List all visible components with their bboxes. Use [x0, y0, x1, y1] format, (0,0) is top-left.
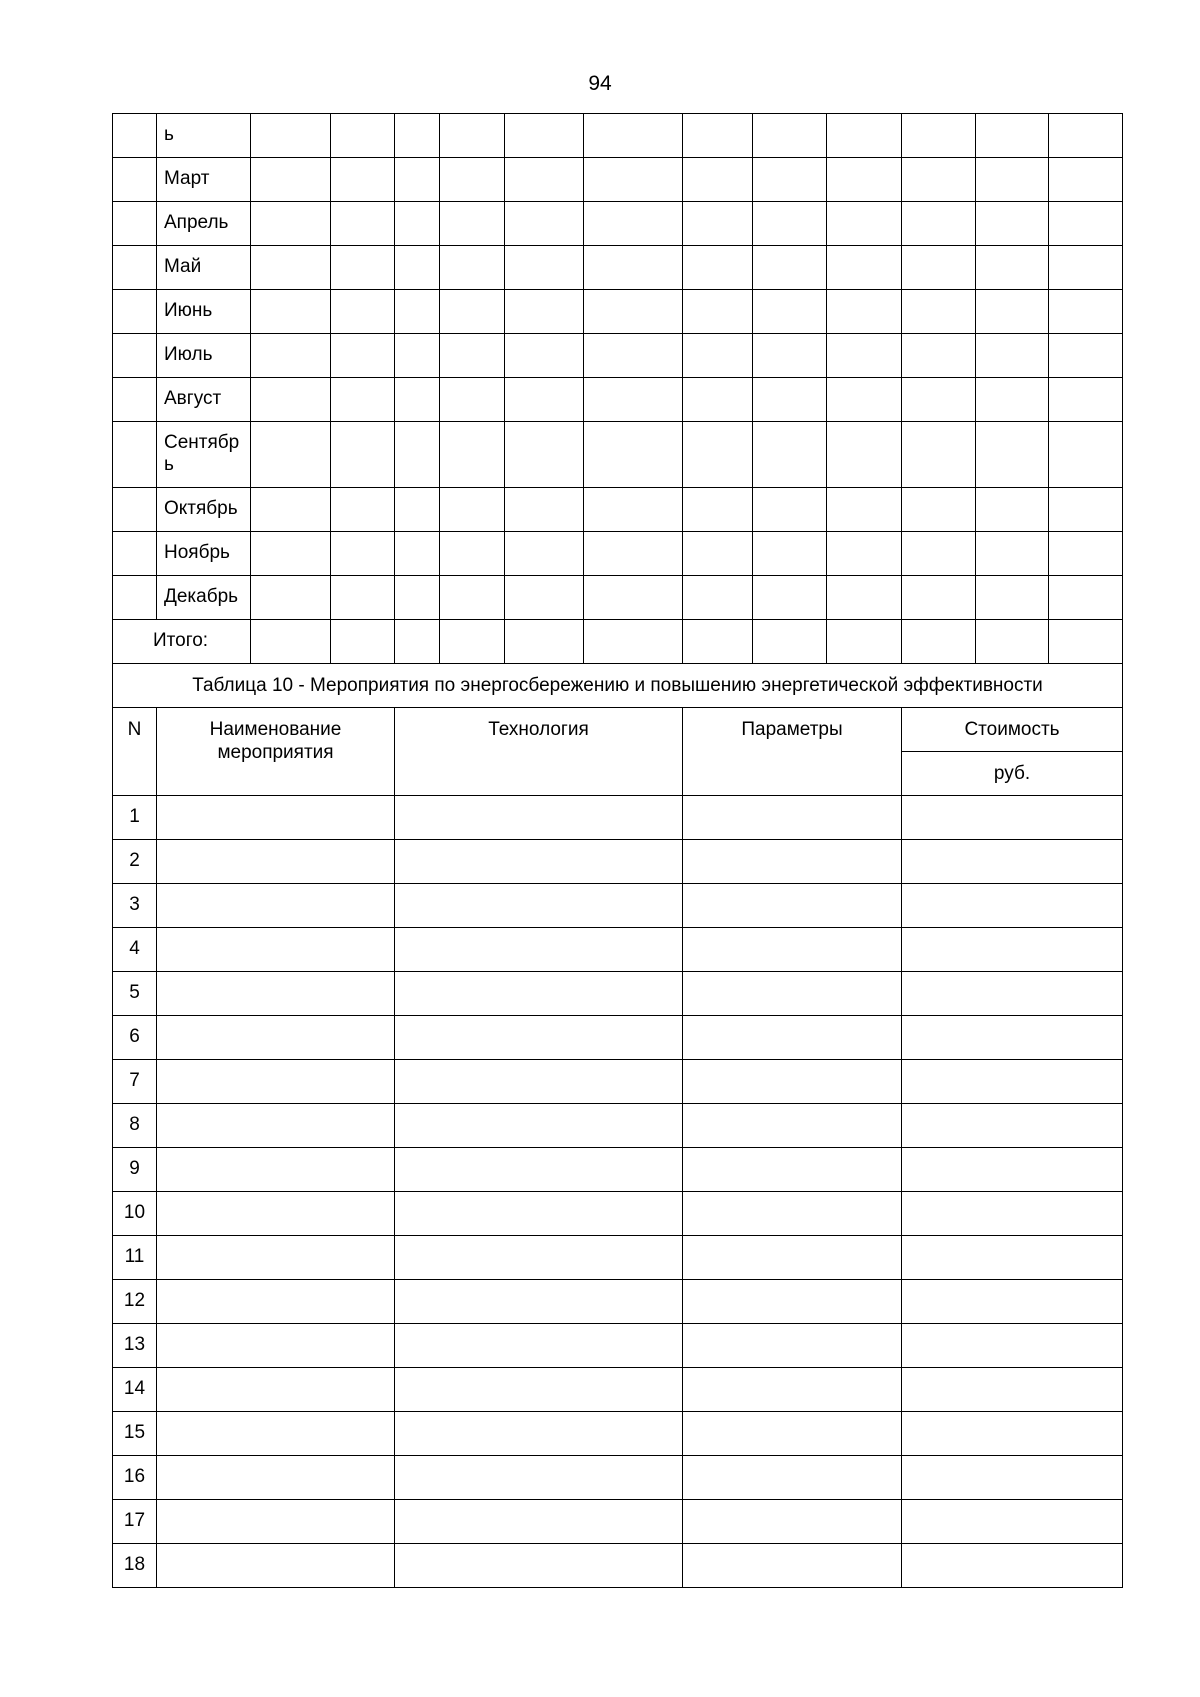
empty-cell [440, 576, 505, 620]
empty-cell [902, 840, 1123, 884]
empty-cell [395, 796, 683, 840]
empty-cell [584, 620, 683, 664]
empty-cell [753, 334, 827, 378]
table10-body [113, 796, 1123, 1588]
empty-cell [505, 620, 584, 664]
empty-cell [331, 620, 395, 664]
empty-cell [753, 422, 827, 488]
empty-cell [683, 1280, 902, 1324]
month-row [113, 114, 1123, 158]
empty-cell [395, 114, 440, 158]
empty-cell [331, 114, 395, 158]
empty-cell [683, 928, 902, 972]
month-label: Март [157, 158, 251, 202]
row-number: 14 [113, 1368, 157, 1412]
month-row [113, 202, 1123, 246]
empty-cell [976, 532, 1049, 576]
empty-cell [505, 532, 584, 576]
table-row [113, 1368, 1123, 1412]
empty-cell [976, 378, 1049, 422]
row-number: 1 [113, 796, 157, 840]
row-blank-cell [113, 290, 157, 334]
empty-cell [157, 1324, 395, 1368]
empty-cell [683, 202, 753, 246]
empty-cell [683, 532, 753, 576]
row-number: 12 [113, 1280, 157, 1324]
row-number: 13 [113, 1324, 157, 1368]
empty-cell [976, 202, 1049, 246]
empty-cell [251, 158, 331, 202]
empty-cell [440, 114, 505, 158]
table-row [113, 1104, 1123, 1148]
table10-header [113, 664, 1123, 796]
empty-cell [505, 114, 584, 158]
empty-cell [331, 576, 395, 620]
empty-cell [157, 928, 395, 972]
empty-cell [1049, 290, 1123, 334]
empty-cell [440, 620, 505, 664]
empty-cell [902, 1192, 1123, 1236]
empty-cell [395, 884, 683, 928]
row-number: 10 [113, 1192, 157, 1236]
empty-cell [584, 576, 683, 620]
empty-cell [827, 334, 902, 378]
empty-cell [683, 1236, 902, 1280]
empty-cell [331, 158, 395, 202]
row-blank-cell [113, 246, 157, 290]
empty-cell [395, 1016, 683, 1060]
empty-cell [1049, 114, 1123, 158]
empty-cell [1049, 532, 1123, 576]
month-row [113, 378, 1123, 422]
empty-cell [395, 202, 440, 246]
header-technology: Технология [395, 708, 683, 796]
header-cost: Стоимость [902, 708, 1123, 752]
row-number: 9 [113, 1148, 157, 1192]
empty-cell [584, 290, 683, 334]
empty-cell [902, 620, 976, 664]
empty-cell [440, 532, 505, 576]
row-number: 18 [113, 1544, 157, 1588]
row-blank-cell [113, 532, 157, 576]
table-row [113, 1412, 1123, 1456]
empty-cell [157, 1236, 395, 1280]
empty-cell [395, 1148, 683, 1192]
empty-cell [584, 114, 683, 158]
tables [112, 113, 1123, 1588]
empty-cell [440, 202, 505, 246]
month-label: Декабрь [157, 576, 251, 620]
empty-cell [902, 576, 976, 620]
empty-cell [395, 246, 440, 290]
empty-cell [395, 928, 683, 972]
empty-cell [157, 1456, 395, 1500]
empty-cell [440, 422, 505, 488]
row-blank-cell [113, 202, 157, 246]
empty-cell [976, 576, 1049, 620]
empty-cell [157, 1060, 395, 1104]
empty-cell [902, 1544, 1123, 1588]
empty-cell [827, 202, 902, 246]
month-row [113, 158, 1123, 202]
empty-cell [395, 1324, 683, 1368]
empty-cell [827, 290, 902, 334]
empty-cell [395, 532, 440, 576]
empty-cell [683, 1192, 902, 1236]
empty-cell [251, 334, 331, 378]
empty-cell [505, 290, 584, 334]
empty-cell [251, 246, 331, 290]
empty-cell [753, 576, 827, 620]
empty-cell [902, 972, 1123, 1016]
empty-cell [902, 158, 976, 202]
row-number: 17 [113, 1500, 157, 1544]
empty-cell [395, 488, 440, 532]
empty-cell [440, 488, 505, 532]
row-blank-cell [113, 378, 157, 422]
empty-cell [440, 378, 505, 422]
row-number: 11 [113, 1236, 157, 1280]
empty-cell [157, 972, 395, 1016]
empty-cell [395, 1280, 683, 1324]
empty-cell [683, 290, 753, 334]
empty-cell [440, 158, 505, 202]
month-row [113, 488, 1123, 532]
empty-cell [902, 1280, 1123, 1324]
row-number: 2 [113, 840, 157, 884]
empty-cell [683, 1104, 902, 1148]
row-number: 5 [113, 972, 157, 1016]
empty-cell [584, 532, 683, 576]
empty-cell [505, 246, 584, 290]
empty-cell [683, 378, 753, 422]
empty-cell [683, 796, 902, 840]
empty-cell [683, 1456, 902, 1500]
empty-cell [902, 1500, 1123, 1544]
empty-cell [395, 576, 440, 620]
row-number: 7 [113, 1060, 157, 1104]
empty-cell [976, 246, 1049, 290]
empty-cell [505, 378, 584, 422]
empty-cell [902, 378, 976, 422]
month-label: Май [157, 246, 251, 290]
empty-cell [395, 840, 683, 884]
empty-cell [251, 378, 331, 422]
empty-cell [683, 1368, 902, 1412]
empty-cell [683, 1016, 902, 1060]
empty-cell [753, 246, 827, 290]
empty-cell [395, 620, 440, 664]
empty-cell [395, 1456, 683, 1500]
header-cost-unit: руб. [902, 752, 1123, 796]
empty-cell [902, 1456, 1123, 1500]
table-row [113, 1280, 1123, 1324]
empty-cell [976, 114, 1049, 158]
empty-cell [902, 290, 976, 334]
empty-cell [683, 422, 753, 488]
empty-cell [902, 334, 976, 378]
empty-cell [827, 114, 902, 158]
empty-cell [683, 246, 753, 290]
month-row [113, 290, 1123, 334]
empty-cell [902, 1236, 1123, 1280]
month-label: Апрель [157, 202, 251, 246]
empty-cell [827, 158, 902, 202]
empty-cell [683, 1060, 902, 1104]
empty-cell [1049, 422, 1123, 488]
empty-cell [902, 1148, 1123, 1192]
monthly-table-body [113, 114, 1123, 664]
row-blank-cell [113, 488, 157, 532]
empty-cell [902, 422, 976, 488]
empty-cell [584, 158, 683, 202]
empty-cell [683, 158, 753, 202]
table-row [113, 1324, 1123, 1368]
empty-cell [584, 422, 683, 488]
empty-cell [395, 1060, 683, 1104]
empty-cell [584, 488, 683, 532]
empty-cell [683, 1148, 902, 1192]
empty-cell [683, 1500, 902, 1544]
month-row [113, 246, 1123, 290]
month-row [113, 422, 1123, 488]
total-label: Итого: [113, 620, 251, 664]
empty-cell [395, 1544, 683, 1588]
empty-cell [1049, 334, 1123, 378]
empty-cell [157, 1412, 395, 1456]
empty-cell [157, 840, 395, 884]
header-parameters: Параметры [683, 708, 902, 796]
empty-cell [827, 576, 902, 620]
empty-cell [683, 334, 753, 378]
empty-cell [251, 620, 331, 664]
table-row [113, 928, 1123, 972]
empty-cell [395, 1412, 683, 1456]
row-number: 8 [113, 1104, 157, 1148]
empty-cell [505, 202, 584, 246]
empty-cell [331, 290, 395, 334]
month-row [113, 532, 1123, 576]
empty-cell [331, 532, 395, 576]
empty-cell [902, 1104, 1123, 1148]
table-row [113, 1544, 1123, 1588]
empty-cell [331, 488, 395, 532]
empty-cell [827, 488, 902, 532]
row-number: 15 [113, 1412, 157, 1456]
empty-cell [827, 378, 902, 422]
month-label: Август [157, 378, 251, 422]
empty-cell [902, 488, 976, 532]
table-row [113, 1148, 1123, 1192]
empty-cell [1049, 202, 1123, 246]
empty-cell [251, 290, 331, 334]
table-row [113, 1236, 1123, 1280]
empty-cell [331, 334, 395, 378]
empty-cell [1049, 620, 1123, 664]
empty-cell [395, 972, 683, 1016]
empty-cell [902, 928, 1123, 972]
empty-cell [976, 290, 1049, 334]
month-label: Июнь [157, 290, 251, 334]
empty-cell [395, 378, 440, 422]
empty-cell [753, 620, 827, 664]
empty-cell [157, 1192, 395, 1236]
empty-cell [395, 422, 440, 488]
empty-cell [902, 1412, 1123, 1456]
header-n: N [113, 708, 157, 796]
table-row [113, 840, 1123, 884]
empty-cell [902, 796, 1123, 840]
row-blank-cell [113, 334, 157, 378]
empty-cell [395, 334, 440, 378]
empty-cell [157, 884, 395, 928]
empty-cell [753, 488, 827, 532]
month-label: Октябрь [157, 488, 251, 532]
empty-cell [827, 532, 902, 576]
empty-cell [902, 1060, 1123, 1104]
table-row [113, 1500, 1123, 1544]
empty-cell [1049, 488, 1123, 532]
table-row [113, 972, 1123, 1016]
empty-cell [902, 1368, 1123, 1412]
empty-cell [505, 422, 584, 488]
empty-cell [1049, 378, 1123, 422]
row-number: 3 [113, 884, 157, 928]
empty-cell [505, 334, 584, 378]
header-name: Наименование мероприятия [157, 708, 395, 796]
empty-cell [395, 158, 440, 202]
row-blank-cell [113, 576, 157, 620]
empty-cell [395, 1500, 683, 1544]
empty-cell [331, 378, 395, 422]
empty-cell [157, 796, 395, 840]
empty-cell [683, 840, 902, 884]
row-number: 16 [113, 1456, 157, 1500]
empty-cell [157, 1500, 395, 1544]
empty-cell [251, 114, 331, 158]
empty-cell [331, 246, 395, 290]
table-row [113, 1456, 1123, 1500]
empty-cell [584, 334, 683, 378]
table-row [113, 796, 1123, 840]
empty-cell [683, 1412, 902, 1456]
empty-cell [440, 246, 505, 290]
empty-cell [976, 334, 1049, 378]
page-number: 94 [588, 72, 612, 95]
month-label: Ноябрь [157, 532, 251, 576]
empty-cell [157, 1280, 395, 1324]
empty-cell [902, 1324, 1123, 1368]
empty-cell [157, 1368, 395, 1412]
empty-cell [902, 532, 976, 576]
empty-cell [827, 620, 902, 664]
empty-cell [157, 1148, 395, 1192]
month-label: Июль [157, 334, 251, 378]
empty-cell [395, 1192, 683, 1236]
empty-cell [157, 1544, 395, 1588]
empty-cell [331, 202, 395, 246]
row-blank-cell [113, 114, 157, 158]
empty-cell [505, 488, 584, 532]
empty-cell [584, 202, 683, 246]
empty-cell [251, 202, 331, 246]
month-label: Сентябр ь [157, 422, 251, 488]
empty-cell [395, 1368, 683, 1412]
empty-cell [584, 378, 683, 422]
table-row [113, 884, 1123, 928]
month-row [113, 576, 1123, 620]
empty-cell [251, 422, 331, 488]
empty-cell [753, 532, 827, 576]
table-row [113, 1060, 1123, 1104]
empty-cell [753, 202, 827, 246]
empty-cell [440, 290, 505, 334]
total-row [113, 620, 1123, 664]
empty-cell [976, 488, 1049, 532]
empty-cell [251, 576, 331, 620]
empty-cell [683, 488, 753, 532]
row-number: 6 [113, 1016, 157, 1060]
empty-cell [902, 114, 976, 158]
empty-cell [395, 290, 440, 334]
table-row [113, 1192, 1123, 1236]
empty-cell [251, 532, 331, 576]
empty-cell [976, 158, 1049, 202]
empty-cell [331, 422, 395, 488]
empty-cell [683, 576, 753, 620]
empty-cell [902, 202, 976, 246]
empty-cell [1049, 158, 1123, 202]
row-blank-cell [113, 422, 157, 488]
month-row [113, 334, 1123, 378]
empty-cell [157, 1104, 395, 1148]
empty-cell [584, 246, 683, 290]
empty-cell [683, 1544, 902, 1588]
empty-cell [505, 158, 584, 202]
empty-cell [683, 1324, 902, 1368]
empty-cell [683, 972, 902, 1016]
empty-cell [827, 246, 902, 290]
empty-cell [395, 1104, 683, 1148]
empty-cell [440, 334, 505, 378]
empty-cell [683, 114, 753, 158]
empty-cell [251, 488, 331, 532]
table10-caption: Таблица 10 - Мероприятия по энергосбережению и повышению энергетической эффективности [113, 664, 1123, 708]
empty-cell [902, 1016, 1123, 1060]
empty-cell [157, 1016, 395, 1060]
empty-cell [1049, 246, 1123, 290]
row-number: 4 [113, 928, 157, 972]
empty-cell [753, 378, 827, 422]
row-blank-cell [113, 158, 157, 202]
empty-cell [1049, 576, 1123, 620]
empty-cell [753, 158, 827, 202]
empty-cell [976, 422, 1049, 488]
empty-cell [753, 290, 827, 334]
empty-cell [683, 620, 753, 664]
empty-cell [902, 246, 976, 290]
empty-cell [683, 884, 902, 928]
empty-cell [395, 1236, 683, 1280]
empty-cell [753, 114, 827, 158]
month-label: ь [157, 114, 251, 158]
empty-cell [827, 422, 902, 488]
empty-cell [976, 620, 1049, 664]
empty-cell [902, 884, 1123, 928]
table-row [113, 1016, 1123, 1060]
empty-cell [505, 576, 584, 620]
